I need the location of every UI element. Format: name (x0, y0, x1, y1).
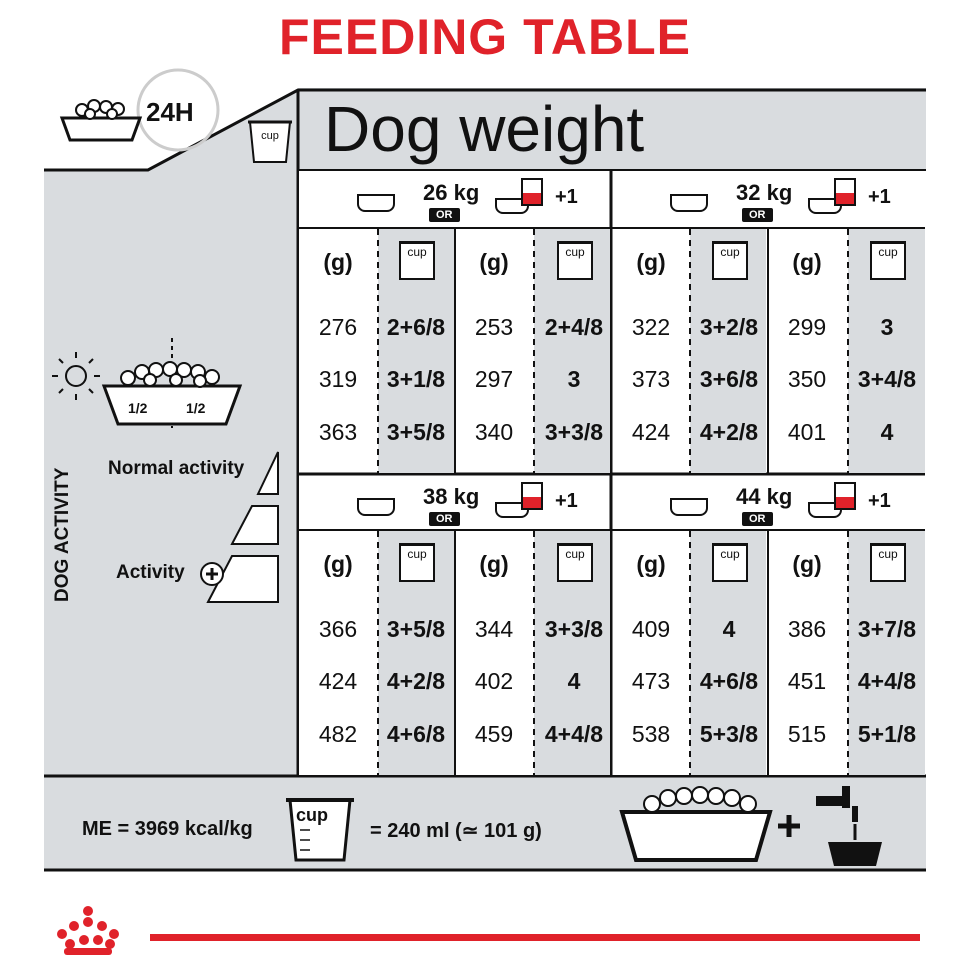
wet-pouch-icon (834, 482, 856, 510)
cup-value: 4+4/8 (544, 721, 604, 747)
grams-value: 401 (787, 419, 827, 445)
dry-bowl-icon (670, 194, 708, 212)
grams-value: 402 (474, 668, 514, 694)
grams-value: 363 (318, 419, 358, 445)
grams-value: 276 (318, 314, 358, 340)
meal-split-right: 1/2 (186, 400, 206, 416)
cup-value: 2+4/8 (544, 314, 604, 340)
cup-value: 3 (880, 314, 894, 340)
cup-value: 3+6/8 (699, 366, 759, 392)
grams-value: 340 (474, 419, 514, 445)
grams-value: 350 (787, 366, 827, 392)
cup-value: 3+3/8 (544, 616, 604, 642)
wet-pouch-icon (521, 178, 543, 206)
cup-equivalence: = 240 ml (≃ 101 g) (370, 820, 542, 842)
weight-label: 44 kg (736, 484, 793, 509)
wet-pouch-icon (834, 178, 856, 206)
normal-activity-label: Normal activity (108, 458, 245, 479)
cup-value: 4+4/8 (857, 668, 917, 694)
grams-header: (g) (479, 249, 509, 275)
cup-value: 4 (567, 668, 581, 694)
activity-label: Activity (116, 562, 185, 583)
grams-header: (g) (792, 551, 822, 577)
or-badge: OR (742, 208, 773, 222)
grams-value: 424 (318, 668, 358, 694)
cup-value: 3+5/8 (386, 616, 446, 642)
header-cup-icon (248, 122, 292, 162)
cup-header-label: cup (878, 245, 898, 259)
cup-value: 3+3/8 (544, 419, 604, 445)
activity-plus-icon (201, 563, 223, 585)
grams-value: 253 (474, 314, 514, 340)
grams-value: 297 (474, 366, 514, 392)
meal-split-left: 1/2 (128, 400, 148, 416)
cup-header-label: cup (720, 245, 740, 259)
dry-bowl-icon (357, 194, 395, 212)
brand-crown-logo (57, 906, 119, 955)
or-badge: OR (742, 512, 773, 526)
grams-value: 386 (787, 616, 827, 642)
grams-value: 538 (631, 721, 671, 747)
wet-pouch-count: +1 (555, 490, 578, 512)
weight-label: 26 kg (423, 180, 480, 205)
cup-header-label: cup (720, 547, 740, 561)
grams-value: 451 (787, 668, 827, 694)
brand-stripe (150, 934, 920, 941)
cup-value: 3+4/8 (857, 366, 917, 392)
grams-value: 473 (631, 668, 671, 694)
grams-value: 409 (631, 616, 671, 642)
cup-value: 3+5/8 (386, 419, 446, 445)
cup-header-label: cup (565, 245, 585, 259)
cup-value: 4+6/8 (699, 668, 759, 694)
cup-value: 5+3/8 (699, 721, 759, 747)
cup-value: 4+6/8 (386, 721, 446, 747)
cup-value: 4+2/8 (386, 668, 446, 694)
cup-header-label: cup (407, 547, 427, 561)
grams-header: (g) (636, 249, 666, 275)
duration-label: 24H (146, 97, 194, 127)
grams-value: 424 (631, 419, 671, 445)
bowl-24h-icon (62, 70, 218, 150)
wet-pouch-count: +1 (868, 186, 891, 208)
cup-value: 4 (880, 419, 894, 445)
grams-value: 373 (631, 366, 671, 392)
energy-value: ME = 3969 kcal/kg (82, 818, 253, 840)
grams-value: 319 (318, 366, 358, 392)
dry-bowl-icon (357, 498, 395, 516)
weight-label: 38 kg (423, 484, 480, 509)
cup-value: 3+1/8 (386, 366, 446, 392)
grams-value: 459 (474, 721, 514, 747)
or-badge: OR (429, 208, 460, 222)
cup-header-label: cup (878, 547, 898, 561)
cup-header-label: cup (407, 245, 427, 259)
cup-value: 3 (567, 366, 581, 392)
grams-value: 344 (474, 616, 514, 642)
grams-value: 515 (787, 721, 827, 747)
dog-activity-label: DOG ACTIVITY (52, 467, 73, 602)
grams-value: 366 (318, 616, 358, 642)
cup-value: 4+2/8 (699, 419, 759, 445)
grams-header: (g) (323, 551, 353, 577)
cup-value: 3+7/8 (857, 616, 917, 642)
or-badge: OR (429, 512, 460, 526)
footer-cup-label: cup (296, 805, 329, 825)
grams-value: 482 (318, 721, 358, 747)
grams-header: (g) (792, 249, 822, 275)
dog-weight-heading: Dog weight (324, 93, 645, 165)
wet-pouch-icon (521, 482, 543, 510)
grams-value: 322 (631, 314, 671, 340)
grams-header: (g) (323, 249, 353, 275)
wet-pouch-count: +1 (555, 186, 578, 208)
cup-value: 2+6/8 (386, 314, 446, 340)
grams-header: (g) (479, 551, 509, 577)
weight-label: 32 kg (736, 180, 793, 205)
svg-text:cup: cup (261, 130, 279, 142)
cup-header-label: cup (565, 547, 585, 561)
grams-value: 299 (787, 314, 827, 340)
wet-pouch-count: +1 (868, 490, 891, 512)
page-title: FEEDING TABLE (278, 9, 692, 65)
cup-value: 5+1/8 (857, 721, 917, 747)
dry-bowl-icon (670, 498, 708, 516)
cup-value: 3+2/8 (699, 314, 759, 340)
cup-value: 4 (722, 616, 736, 642)
grams-header: (g) (636, 551, 666, 577)
